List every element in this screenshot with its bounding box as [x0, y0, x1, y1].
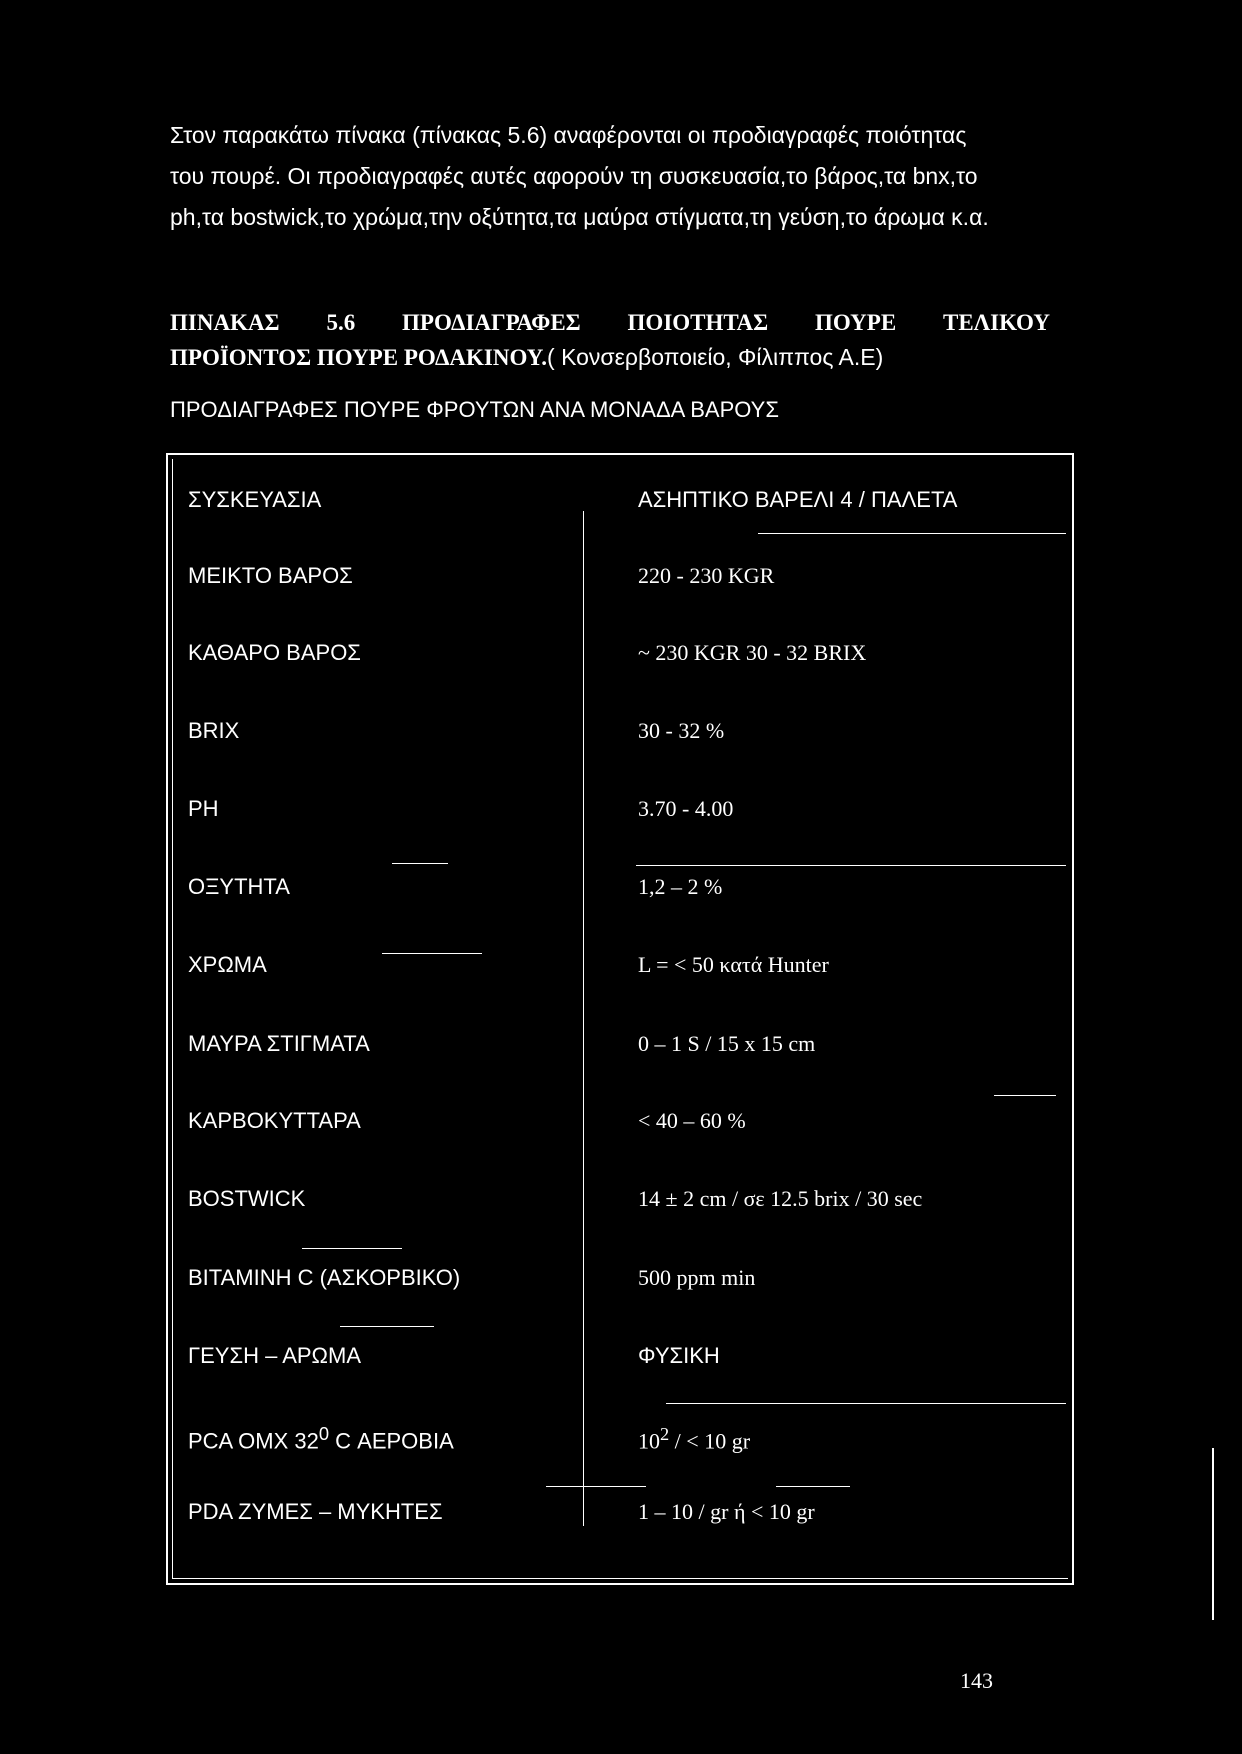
table-row	[188, 1179, 1058, 1219]
caption-word: ΠΡΟΔΙΑΓΡΑΦΕΣ	[402, 310, 581, 335]
row-rule	[636, 865, 1066, 866]
table-subtitle: ΠΡΟΔΙΑΓΡΑΦΕΣ ΠΟΥΡΕ ΦΡΟΥΤΩΝ ΑΝΑ ΜΟΝΑΔΑ ΒΑΡΟΥΣ	[170, 397, 779, 422]
row-value: 500 ppm min	[638, 1265, 756, 1290]
intro-line: Στον παρακάτω πίνακα (πίνακας 5.6) αναφέρονται οι προδιαγραφές ποιότητας	[170, 122, 967, 148]
row-value: ΑΣΗΠΤΙΚΟ ΒΑΡΕΛΙ 4 / ΠΑΛΕΤΑ	[638, 487, 958, 512]
caption-line-2: ΠΡΟΪΟΝΤΟΣ ΠΟΥΡΕ ΡΟΔΑΚΙΝΟΥ.	[170, 345, 548, 370]
row-label: BOSTWICK	[188, 1186, 306, 1211]
row-value: 3.70 - 4.00	[638, 796, 734, 821]
row-value: 1,2 – 2 %	[638, 874, 723, 899]
table-row	[188, 1492, 1058, 1532]
row-rule	[994, 1095, 1056, 1096]
row-value: 30 - 32 %	[638, 718, 725, 743]
row-label: PDA ΖΥΜΕΣ – ΜΥΚΗΤΕΣ	[188, 1499, 443, 1524]
row-value: 0 – 1 S / 15 x 15 cm	[638, 1031, 816, 1056]
table-row	[188, 867, 1058, 907]
row-value: 220 - 230 KGR	[638, 563, 775, 588]
row-label: BRIX	[188, 718, 240, 743]
row-label: ΜΕΙΚΤΟ ΒΑΡΟΣ	[188, 563, 353, 588]
row-rule	[776, 1486, 850, 1487]
row-value: < 40 – 60 %	[638, 1108, 746, 1133]
table-row	[188, 1414, 1058, 1454]
scan-edge-line	[1212, 1448, 1214, 1620]
intro-line: ph,τα bostwick,το χρώμα,την οξύτητα,τα μαύρα στίγματα,τη γεύση,το άρωμα κ.α.	[170, 204, 989, 230]
table-row	[188, 711, 1058, 751]
row-label: ΣΥΣΚΕΥΑΣΙΑ	[188, 487, 322, 512]
row-value: L = < 50 κατά Hunter	[638, 952, 829, 977]
caption-word: ΠΟΙΟΤΗΤΑΣ	[627, 310, 769, 335]
row-label: ΧΡΩΜΑ	[188, 952, 267, 977]
column-divider	[583, 511, 584, 1526]
page-number: 143	[960, 1668, 993, 1693]
row-value: $10^2$ / < 10 gr	[638, 1424, 751, 1454]
table-row	[188, 556, 1058, 596]
intro-paragraph	[170, 115, 1050, 238]
row-label: ΓΕΥΣΗ – ΑΡΩΜΑ	[188, 1343, 361, 1368]
row-rule	[666, 1403, 1066, 1404]
row-label: ΜΑΥΡΑ ΣΤΙΓΜΑΤΑ	[188, 1031, 370, 1056]
caption-source: ( Κονσερβοποιείο, Φίλιππος Α.Ε)	[547, 344, 884, 370]
row-label: ΒΙΤΑΜΙΝΗ C (ΑΣΚΟΡΒΙΚΟ)	[188, 1265, 461, 1290]
row-label: ΚΑΘΑΡΟ ΒΑΡΟΣ	[188, 640, 361, 665]
table-row	[188, 633, 1058, 673]
intro-line: του πουρέ. Οι προδιαγραφές αυτές αφορούν τη συσκευασία,το βάρος,τα bnx,το	[170, 163, 978, 189]
row-value: 1 – 10 / gr ή < 10 gr	[638, 1499, 815, 1524]
row-rule	[382, 953, 482, 954]
row-rule	[340, 1326, 434, 1327]
row-rule	[392, 863, 448, 864]
row-rule	[302, 1248, 402, 1249]
row-rule	[758, 533, 1066, 534]
table-row	[188, 1258, 1058, 1298]
table-row	[188, 789, 1058, 829]
caption-word: ΤΕΛΙΚΟΥ	[943, 310, 1050, 335]
table-row	[188, 1101, 1058, 1141]
caption-word: 5.6	[326, 310, 356, 335]
caption-word: ΠΙΝΑΚΑΣ	[170, 310, 280, 335]
row-value: ~ 230 KGR 30 - 32 BRIX	[638, 640, 867, 665]
row-label: ΚΑΡΒΟΚΥΤΤΑΡΑ	[188, 1108, 361, 1133]
row-label: ΟΞΥΤΗΤΑ	[188, 874, 290, 899]
table-row	[188, 1336, 1058, 1376]
table-caption	[170, 306, 1050, 375]
row-label: PH	[188, 796, 219, 821]
specifications-table	[166, 453, 1074, 1585]
table-row	[188, 945, 1058, 985]
row-rule	[546, 1486, 646, 1487]
value-superscript: 2	[660, 1424, 670, 1444]
row-value: 14 ± 2 cm / σε 12.5 brix / 30 sec	[638, 1186, 923, 1211]
table-row	[188, 480, 1058, 520]
caption-word: ΠΟΥΡΕ	[814, 310, 897, 335]
table-row	[188, 1024, 1058, 1064]
label-superscript: 0	[318, 1423, 330, 1444]
row-value: ΦΥΣΙΚΗ	[638, 1343, 720, 1368]
row-label: PCA OMX $32^0$ C ΑΕΡΟΒΙΑ	[188, 1423, 454, 1454]
